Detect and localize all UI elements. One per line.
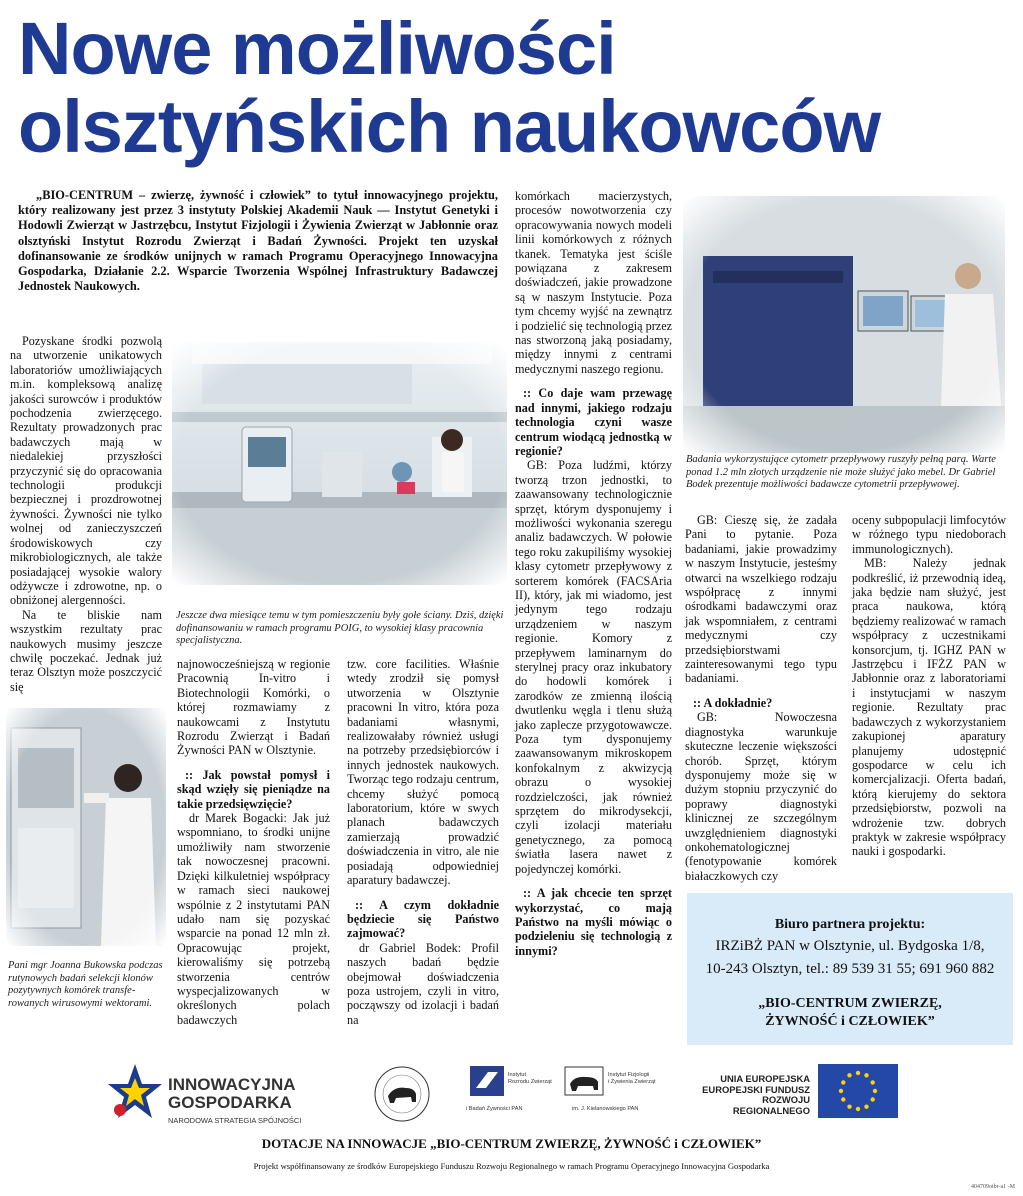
col4-paragraph-2: GB: Poza ludźmi, którzy tworzą trzon jednostki, to zaawansowany technologicznie sprzęt, którym dysponujemy i możliwości wykonania szeregu analiz badawczych. W połowie tego roku zakupiliśmy wysokiej klasy cytometr przepływowy z sorterem komórek (FACSAria II), który, jak mi wiadomo, jest jedynym tego rodzaju urządzeniem w naszym regionie. Komory z przepływem laminarnym do sterylnej pracy oraz inkubatory do hodowli komórek i zarodków ze zmienną ilością dwutlenku węgla i tlenu służą jako zaplecze przygotowawcze. Poza tym dysponujemy zaawansowanym mikroskopem konfokalnym z akwizycją obrazu o wysokiej rozdzielczości, jak również sprzętem do mikrodysekcji, czyli izolacji materiału genetycznego, za pomocą światła lasera nawet z pojedynczej komórki. bbox=[515, 458, 672, 876]
olsztyn-institute-logo-icon bbox=[470, 1066, 504, 1096]
inst3-line-1: Instytut Fizjologii bbox=[608, 1072, 650, 1078]
ig-line-3: NARODOWA STRATEGIA SPÓJNOŚCI bbox=[168, 1116, 302, 1125]
title-line-1: Nowe możliwości bbox=[18, 7, 616, 90]
inst2-line-3: i Badań Żywności PAN bbox=[466, 1106, 523, 1112]
print-code: 404709otbr-a1 -M bbox=[970, 1184, 1015, 1190]
inst3-line-2: i Żywienia Zwierząt bbox=[608, 1079, 656, 1085]
footer-cofinancing-note: Projekt współfinansowany ze środków Europejskiego Funduszu Rozwoju Regionalnego w ramach Programu Operacyjnego Innowacyjna Gospodarka bbox=[253, 1161, 770, 1171]
partner-office-address-1: IRZiBŻ PAN w Olsztynie, ul. Bydgoska 1/8, bbox=[715, 938, 985, 954]
fridge-photo-caption: Pani mgr Joanna Bukowska podczas rutynowych badań selekcji klonów pozytywnych komórek transfe-rowanych wirusowymi wektorami. bbox=[8, 960, 163, 1009]
cytometer-photo-caption: Badania wykorzystujące cytometr przepływowy ruszyły pełną parą. Warte ponad 1.2 mln złotych urządzenie nie może służyć jako mebel. Dr Gabriel Bodek prezentuje możliwości badawcze cytometrii przepływowej. bbox=[686, 454, 996, 491]
col6-paragraph-1: oceny subpopulacji limfocytów w różnego typu niedoborach immunologicznych). bbox=[852, 513, 1006, 556]
column-3 bbox=[347, 657, 499, 1027]
innowacyjna-gospodarka-logo bbox=[168, 1076, 301, 1125]
article-title bbox=[18, 7, 1018, 168]
logo-strip bbox=[0, 1058, 1023, 1130]
col6-paragraph-2: MB: Należy jednak podkreślić, iż przewodnią ideą, jaka będzie nam służyć, jest praca naukowa, którą będziemy realizować w ramach współpracy z uczestnikami konsorcjum, tj. IGHZ PAN w Jastrzębcu i IFŻZ PAN w Jabłonnie oraz z laboratoriami i instytucjami w naszym regionie. Rezultaty prac badawczych z wykorzystaniem zakupionej aparatury planujemy udostępnić gospodarce w celu ich komercjalizacji. Oferta badań, którą kierujemy do sektora przedsiębiorstw, pozwoli na wdrożenie tzw. dobrych praktyk w zakresie współpracy nauki i gospodarki. bbox=[852, 556, 1006, 859]
innowacyjna-gospodarka-star-icon bbox=[106, 1062, 164, 1124]
col4-question-2: :: A jak chcecie ten sprzęt wykorzystać, co mają Państwo na myśli mówiąc o podzieleniu się technologią z innymi? bbox=[515, 886, 672, 958]
col3-paragraph-1: tzw. core facilities. Właśnie wtedy zrodził się pomysł utworzenia w Olsztynie pracowni In vitro, która poza badaniami własnymi, realizowałaby również usługi na potrzeby przedsiębiorców i innych jednostek naukowych. Tworząc tego rodzaju centrum, chcemy służyć pomocą laboratorium, które w swych planach badawczych zamierzają prowadzić doświadczenia in vitro, ale nie posiadają odpowiedniej aparatury badawczej. bbox=[347, 657, 499, 888]
partner-project-name-2: ŻYWNOŚĆ i CZŁOWIEK” bbox=[765, 1014, 935, 1029]
column-1 bbox=[10, 334, 162, 694]
fridge-photo-image bbox=[6, 708, 166, 946]
col5-paragraph-1: GB: Cieszę się, że zadała Pani to pytanie. Poza badaniami, jakie prowadzimy w naszym Instytucie, jesteśmy otwarci na wszelkiego rodzaju współpracę z innymi ośrodkami badawczymi oraz jak wspomniałem, z centrami medycznymi czy przedsiębiorstwami zainteresowanymi tego typu badaniami. bbox=[685, 513, 837, 686]
eu-line-1: UNIA EUROPEJSKA bbox=[720, 1073, 810, 1084]
cytometer-photo-image bbox=[683, 196, 1005, 453]
eu-fund-logo-text bbox=[700, 1074, 810, 1116]
ig-line-1: INNOWACYJNA bbox=[168, 1075, 296, 1094]
lab-photo-caption: Jeszcze dwa miesiące temu w tym pomieszczeniu były gołe ściany. Dziś, dzięki dofinansowaniu w ramach programu POIG, to wysokiej klasy pracownia specjalistyczna. bbox=[176, 610, 504, 647]
jablonna-institute-name bbox=[608, 1072, 656, 1086]
col3-question-1: :: A czym dokładnie będziecie się Państwo zajmować? bbox=[347, 897, 499, 941]
col2-question-1: :: Jak powstał pomysł i skąd wzięły się pieniądze na takie przedsięwzięcie? bbox=[177, 767, 330, 811]
eu-flag-icon bbox=[818, 1064, 898, 1118]
cytometer-photo bbox=[683, 196, 1005, 453]
col5-question-1: :: A dokładnie? bbox=[693, 695, 773, 710]
eu-line-3: ROZWOJU REGIONALNEGO bbox=[732, 1094, 810, 1116]
col5-paragraph-2: GB: Nowoczesna diagnostyka warunkuje skuteczne leczenie większości chorób. Sprzęt, którym dysponujemy może się w dużym stopniu przyczynić do poprawy diagnostyki klinicznej ze szczególnym uwzględnieniem diagnostyki onkohematologicznej (fenotypowanie komórek białaczkowych czy bbox=[685, 710, 837, 883]
genetics-institute-seal-icon bbox=[370, 1064, 434, 1124]
lab-photo bbox=[172, 342, 507, 585]
col1-paragraph-1: Pozyskane środki pozwolą na utworzenie unikatowych laboratoriów umożliwiających m.in. kompleksową analizę jakości surowców i produktów pochodzenia zwierzęcego. Rezultaty prowadzonych prac badawczych mają w niedalekiej przyszłości przyczynić się do opracowania technologii produkcji bezpiecznej i prozdrowotnej żywności. Żywności nie tylko wolnej od zanieczyszczeń środowiskowych czy mikrobiologicznych, ale także posiadającej wysokie walory odżywcze i zdrowotne, np. o obniżonej alergenności. bbox=[10, 334, 162, 608]
col3-paragraph-2: dr Gabriel Bodek: Profil naszych badań będzie obejmował doświadczenia poza ustrojem, czyli in vitro, począwszy od izolacji i badań na bbox=[347, 940, 499, 1027]
partner-office-heading: Biuro partnera projektu: bbox=[774, 917, 926, 932]
footer-title: DOTACJE NA INNOWACJE „BIO-CENTRUM ZWIERZĘ, ŻYWNOŚĆ i CZŁOWIEK” bbox=[261, 1136, 762, 1151]
partner-office-address-2: 10-243 Olsztyn, tel.: 89 539 31 55; 691 960 882 bbox=[705, 961, 995, 977]
column-2 bbox=[177, 657, 330, 1027]
col4-paragraph-1: komórkach macierzystych, procesów nowotworzenia czy opracowywania nowych modeli linii komórkowych z różnych tkanek. Tematyka jest ściśle powiązana z zakresem doświadczeń, jakie prowadzone są w naszym Instytucie. Poza tym chcemy wyjść na zewnątrz i podzielić się technologią przez nas stworzoną jaką posiadamy, między innymi z centrami medycznymi naszego regionu. bbox=[515, 189, 673, 376]
col4-question-1: :: Co daje wam przewagę nad innymi, jakiego rodzaju technologia czyni wasze centrum wiodącą jednostką w regionie? bbox=[515, 386, 672, 458]
col1-paragraph-2: Na te bliskie nam wszystkim rezultaty prac naukowych musimy jeszcze chwilę poczekać. Jednak już teraz Olsztyn może poszczycić się bbox=[10, 607, 162, 694]
col2-paragraph-1: najnowocześniejszą w regionie Pracownią In-vitro i Biotechnologii Komórki, o której rozmawiamy z naukowcami z Instytutu Rozrodu Zwierząt i Badań Żywności PAN w Olsztynie. bbox=[177, 657, 330, 758]
title-line-2: olsztyńskich naukowców bbox=[18, 85, 881, 168]
col2-paragraph-2: dr Marek Bogacki: Jak już wspomniano, to środki unijne umożliwiły nam stworzenie tak nowoczesnej pracowni. Dzięki kilkuletniej współpracy w ramach sieci naukowej wspólnie z 2 instytutami PAN udało nam się pozyskać wsparcie na ponad 12 mln zł. Opracowując projekt, kierowaliśmy się potrzebą stworzenia centrów wyspecjalizowanych w określonych polach badawczych bbox=[177, 811, 330, 1027]
column-6 bbox=[852, 513, 1006, 859]
column-5 bbox=[685, 513, 837, 883]
inst2-line-2: Rozrodu Zwierząt bbox=[508, 1079, 552, 1085]
jablonna-institute-logo-icon bbox=[564, 1066, 604, 1096]
inst3-line-3: im. J. Kielanowskiego PAN bbox=[572, 1106, 639, 1112]
ig-line-2: GOSPODARKA bbox=[168, 1093, 292, 1112]
partner-office-box bbox=[687, 893, 1013, 1045]
olsztyn-institute-name bbox=[508, 1072, 552, 1086]
lead-paragraph: „BIO-CENTRUM – zwierzę, żywność i człowiek” to tytuł innowacyjnego projektu, który realizowany jest przez 3 instytuty Polskiej Akademii Nauk — Instytut Genetyki i Hodowli Zwierząt w Jastrzębcu, Instytut Fizjologii i Żywienia Zwierząt w Jabłonnie oraz olsztyński Instytut Rozrodu Zwierząt i Badań Żywności. Projekt ten uzyskał dofinansowanie ze środków unijnych w ramach Programu Operacyjnego Innowacyjna Gospodarka, Działanie 2.2. Wsparcie Tworzenia Wspólnej Infrastruktury Badawczej Jednostek Naukowych. bbox=[18, 188, 498, 294]
inst2-line-1: Instytut bbox=[508, 1072, 527, 1078]
partner-project-name-1: „BIO-CENTRUM ZWIERZĘ, bbox=[758, 996, 942, 1011]
fridge-photo bbox=[6, 708, 166, 946]
lab-photo-image bbox=[172, 342, 507, 585]
column-4 bbox=[515, 189, 672, 958]
eu-line-2: EUROPEJSKI FUNDUSZ bbox=[702, 1083, 810, 1095]
